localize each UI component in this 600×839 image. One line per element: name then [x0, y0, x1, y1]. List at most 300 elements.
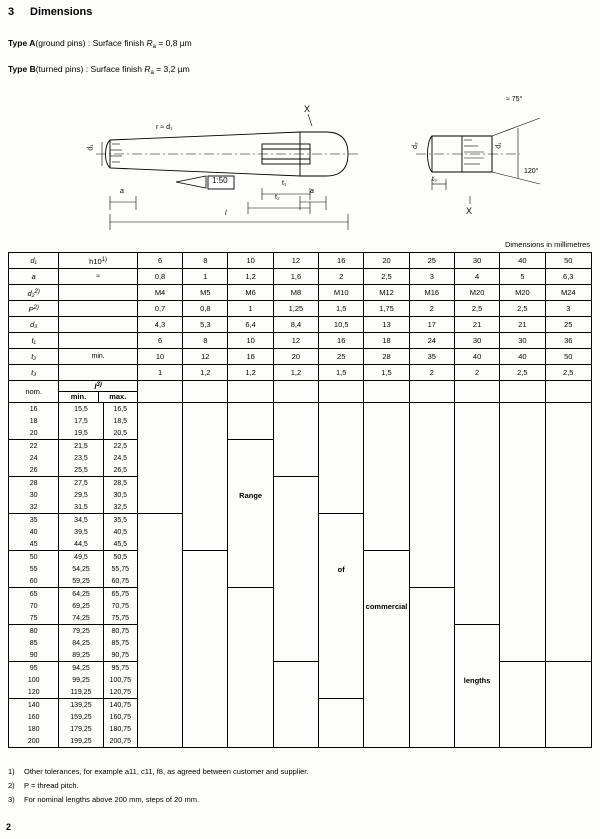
range-cell: [454, 662, 499, 675]
length-min: 64,25: [59, 588, 103, 601]
range-cell: [228, 735, 273, 748]
length-nom: 16: [9, 403, 59, 416]
length-min: 79,25: [59, 625, 103, 638]
range-cell: [454, 600, 499, 612]
range-cell: [228, 551, 273, 564]
header-d1: d₁: [9, 253, 59, 269]
range-cell: [364, 452, 409, 464]
range-cell: [545, 575, 591, 588]
cell-2-6: 2: [409, 301, 454, 317]
range-cell: [500, 649, 545, 662]
cell-1-6: M16: [409, 285, 454, 301]
range-cell: [137, 600, 182, 612]
header-size-0: 6: [137, 253, 182, 269]
range-cell: [228, 612, 273, 625]
cell-0-1: 1: [183, 269, 228, 285]
range-cell: [137, 501, 182, 514]
range-cell: [228, 649, 273, 662]
length-min: 199,25: [59, 735, 103, 748]
row-label-6: t₃: [9, 365, 59, 381]
type-b-desc: (turned pins) : Surface finish: [35, 64, 145, 74]
range-cell: [545, 427, 591, 440]
cell-2-8: 2,5: [500, 301, 545, 317]
cell-0-4: 2: [319, 269, 364, 285]
range-cell: [273, 711, 318, 723]
cell-1-5: M12: [364, 285, 409, 301]
range-cell: [183, 452, 228, 464]
length-min: 99,25: [59, 674, 103, 686]
cell-4-3: 12: [273, 333, 318, 349]
cell-6-7: 2: [454, 365, 499, 381]
length-row: [9, 551, 592, 564]
range-cell: [409, 575, 454, 588]
range-cell: [228, 588, 273, 601]
length-row: [9, 427, 592, 440]
range-cell: [319, 686, 364, 699]
length-min: 15,5: [59, 403, 103, 416]
length-max: 95,75: [103, 662, 137, 675]
range-cell: [545, 637, 591, 649]
cell-2-9: 3: [545, 301, 591, 317]
range-cell: [228, 600, 273, 612]
range-cell: [454, 403, 499, 416]
header-size-9: 50: [545, 253, 591, 269]
range-cell: [183, 637, 228, 649]
range-cell: [273, 723, 318, 735]
header-size-1: 8: [183, 253, 228, 269]
range-cell: [500, 625, 545, 638]
cell-5-6: 35: [409, 349, 454, 365]
range-cell: [319, 464, 364, 477]
range-cell: [137, 427, 182, 440]
cell-5-1: 12: [183, 349, 228, 365]
range-cell: [137, 625, 182, 638]
range-cell: [409, 440, 454, 453]
range-cell: [409, 538, 454, 551]
range-cell: [454, 526, 499, 538]
range-cell: [228, 514, 273, 527]
header-size-4: 16: [319, 253, 364, 269]
range-cell: [228, 464, 273, 477]
range-cell: [183, 427, 228, 440]
range-cell: [183, 477, 228, 490]
cell-0-2: 1,2: [228, 269, 273, 285]
table-row: [9, 365, 592, 381]
range-cell: [409, 464, 454, 477]
range-cell: [454, 464, 499, 477]
range-cell: [273, 686, 318, 699]
length-min: 49,5: [59, 551, 103, 564]
range-cell: [137, 723, 182, 735]
range-cell: [183, 501, 228, 514]
type-b-value: = 3,2 µm: [153, 64, 190, 74]
length-max: 85,75: [103, 637, 137, 649]
type-a-symbol: R: [146, 38, 153, 48]
type-b-line: [8, 64, 190, 76]
range-cell: [545, 563, 591, 575]
length-nom: 95: [9, 662, 59, 675]
range-cell: [183, 649, 228, 662]
range-cell: [273, 501, 318, 514]
length-nom: 90: [9, 649, 59, 662]
length-nom: 65: [9, 588, 59, 601]
range-cell: [183, 551, 228, 564]
type-b-label: Type B: [8, 64, 36, 74]
range-cell: [273, 674, 318, 686]
range-cell: [364, 711, 409, 723]
range-cell: [273, 464, 318, 477]
range-cell: [409, 637, 454, 649]
length-row: [9, 649, 592, 662]
range-cell: [454, 489, 499, 501]
range-cell: [228, 674, 273, 686]
cell-1-2: M6: [228, 285, 273, 301]
cell-2-0: 0,7: [137, 301, 182, 317]
range-cell: [228, 637, 273, 649]
technical-drawing: [0, 84, 600, 234]
cell-3-2: 6,4: [228, 317, 273, 333]
length-min: 139,25: [59, 699, 103, 712]
range-cell: [273, 600, 318, 612]
length-row: [9, 415, 592, 427]
range-cell: [319, 526, 364, 538]
table-header-row: [9, 253, 592, 269]
type-a-symbol-sub: a: [152, 44, 156, 50]
range-cell: [454, 637, 499, 649]
footnote-2-num: 2): [8, 781, 15, 790]
range-cell: [273, 699, 318, 712]
range-cell: [454, 649, 499, 662]
range-cell: [454, 735, 499, 748]
range-cell: [364, 735, 409, 748]
length-nom: 100: [9, 674, 59, 686]
length-header-blank-0: [137, 381, 182, 403]
range-cell: [137, 649, 182, 662]
range-cell: [228, 563, 273, 575]
length-min: 34,5: [59, 514, 103, 527]
type-b-symbol-sub: a: [150, 70, 154, 76]
range-cell: [319, 600, 364, 612]
range-cell: [137, 686, 182, 699]
range-cell: [500, 674, 545, 686]
range-cell: [228, 625, 273, 638]
length-max: 30,5: [103, 489, 137, 501]
type-a-desc: (ground pins) : Surface finish: [35, 38, 147, 48]
cell-1-4: M10: [319, 285, 364, 301]
range-cell: [183, 575, 228, 588]
length-max: 50,5: [103, 551, 137, 564]
range-cell: [137, 612, 182, 625]
length-nom: 30: [9, 489, 59, 501]
length-min: 44,5: [59, 538, 103, 551]
range-cell: [545, 551, 591, 564]
range-cell: [183, 514, 228, 527]
range-cell: [319, 649, 364, 662]
range-cell: [273, 538, 318, 551]
range-cell: [364, 538, 409, 551]
range-cell: [500, 588, 545, 601]
angle-75-label: ≈ 75°: [506, 96, 523, 103]
length-header-blank-5: [364, 381, 409, 403]
range-cell: [500, 464, 545, 477]
range-cell: [183, 526, 228, 538]
range-cell: [183, 440, 228, 453]
cell-1-7: M20: [454, 285, 499, 301]
length-min: 94,25: [59, 662, 103, 675]
length-row: [9, 625, 592, 638]
range-cell: [364, 637, 409, 649]
range-cell: [545, 588, 591, 601]
length-max: 160,75: [103, 711, 137, 723]
cell-4-0: 6: [137, 333, 182, 349]
length-row: [9, 735, 592, 748]
header-size-3: 12: [273, 253, 318, 269]
range-cell: [319, 674, 364, 686]
table-row: [9, 269, 592, 285]
cell-0-7: 4: [454, 269, 499, 285]
range-cell: [454, 501, 499, 514]
range-cell: [364, 526, 409, 538]
range-cell: [454, 452, 499, 464]
range-cell: [364, 415, 409, 427]
length-max: 90,75: [103, 649, 137, 662]
range-cell: [545, 415, 591, 427]
range-cell: [183, 415, 228, 427]
range-cell: [319, 735, 364, 748]
t3-label: t₃: [432, 176, 437, 183]
range-cell: [545, 686, 591, 699]
length-max: 45,5: [103, 538, 137, 551]
length-max: 80,75: [103, 625, 137, 638]
range-cell: [137, 674, 182, 686]
length-min: 119,25: [59, 686, 103, 699]
type-a-value: = 0,8 µm: [155, 38, 192, 48]
range-cell: [228, 699, 273, 712]
length-nom: 200: [9, 735, 59, 748]
range-cell: [500, 440, 545, 453]
range-cell: [137, 489, 182, 501]
table-row: [9, 333, 592, 349]
range-cell: [273, 612, 318, 625]
range-cell: [319, 711, 364, 723]
range-cell: [319, 612, 364, 625]
header-tolerance: h10$^{1)}$: [59, 253, 138, 269]
range-cell: [137, 551, 182, 564]
range-cell: [545, 649, 591, 662]
d2-label: d₂: [411, 142, 419, 149]
range-cell: [319, 501, 364, 514]
range-cell: [500, 612, 545, 625]
row-qualifier-6: [59, 365, 138, 381]
range-cell: [454, 563, 499, 575]
header-size-6: 25: [409, 253, 454, 269]
range-cell: [364, 625, 409, 638]
length-max: 28,5: [103, 477, 137, 490]
length-min: 25,5: [59, 464, 103, 477]
range-cell: commercial: [365, 601, 408, 611]
range-cell: [137, 415, 182, 427]
length-min: 74,25: [59, 612, 103, 625]
length-max: 140,75: [103, 699, 137, 712]
cell-2-7: 2,5: [454, 301, 499, 317]
range-cell: [545, 501, 591, 514]
range-cell: [409, 452, 454, 464]
length-nom: 120: [9, 686, 59, 699]
cell-3-8: 21: [500, 317, 545, 333]
range-cell: [137, 464, 182, 477]
range-cell: [319, 575, 364, 588]
cell-1-0: M4: [137, 285, 182, 301]
length-min: 84,25: [59, 637, 103, 649]
length-nom: 85: [9, 637, 59, 649]
cell-0-5: 2,5: [364, 269, 409, 285]
range-cell: of: [319, 563, 364, 575]
range-cell: [545, 723, 591, 735]
cell-6-4: 1,5: [319, 365, 364, 381]
range-cell: [183, 686, 228, 699]
range-cell: [364, 464, 409, 477]
range-cell: [183, 489, 228, 501]
l-label: l: [225, 210, 227, 217]
length-min: 19,5: [59, 427, 103, 440]
length-nom: 45: [9, 538, 59, 551]
range-cell: [500, 403, 545, 416]
range-cell: Range: [228, 489, 273, 501]
length-nom: 20: [9, 427, 59, 440]
range-cell: [500, 723, 545, 735]
length-max: 120,75: [103, 686, 137, 699]
range-cell: [319, 699, 364, 712]
range-cell: [273, 588, 318, 601]
row-qualifier-5: min.: [59, 349, 138, 365]
range-cell: [545, 526, 591, 538]
length-nom: 55: [9, 563, 59, 575]
cell-2-4: 1,5: [319, 301, 364, 317]
range-cell: [137, 699, 182, 712]
cell-0-9: 6,3: [545, 269, 591, 285]
range-cell: [273, 735, 318, 748]
length-row: [9, 403, 592, 416]
footnote-1: [8, 765, 308, 778]
range-cell: [454, 699, 499, 712]
range-cell: [273, 551, 318, 564]
footnote-2: [8, 779, 308, 792]
length-header-row: [9, 381, 592, 403]
length-min: 39,5: [59, 526, 103, 538]
cell-4-7: 30: [454, 333, 499, 349]
range-cell: [545, 514, 591, 527]
range-cell: [137, 477, 182, 490]
length-max: 16,5: [103, 403, 137, 416]
range-cell: [137, 662, 182, 675]
range-cell: [183, 464, 228, 477]
section-number: 3: [8, 6, 15, 18]
d1-label: d₁: [87, 144, 95, 151]
row-label-2: $P^{2)}$: [9, 301, 59, 317]
range-cell: [500, 563, 545, 575]
range-cell: [500, 477, 545, 490]
length-row: [9, 674, 592, 686]
section-heading: [8, 6, 92, 18]
range-cell: [500, 551, 545, 564]
range-cell: [500, 501, 545, 514]
range-cell: [137, 563, 182, 575]
page-number: 2: [6, 822, 12, 832]
range-cell: [228, 501, 273, 514]
range-cell: [454, 625, 499, 638]
length-nom: 28: [9, 477, 59, 490]
cell-4-4: 16: [319, 333, 364, 349]
range-cell: [454, 440, 499, 453]
cell-5-8: 40: [500, 349, 545, 365]
cell-3-5: 13: [364, 317, 409, 333]
range-cell: [545, 464, 591, 477]
cell-6-6: 2: [409, 365, 454, 381]
table-row: [9, 349, 592, 365]
range-cell: [364, 440, 409, 453]
length-min: 59,25: [59, 575, 103, 588]
range-cell: [409, 649, 454, 662]
cell-5-4: 25: [319, 349, 364, 365]
length-row: [9, 637, 592, 649]
length-row: [9, 600, 592, 612]
length-row: [9, 514, 592, 527]
range-cell: [319, 588, 364, 601]
range-cell: [319, 551, 364, 564]
range-cell: [228, 477, 273, 490]
range-cell: [137, 452, 182, 464]
cell-1-8: M20: [500, 285, 545, 301]
range-cell: [228, 686, 273, 699]
cell-6-1: 1,2: [183, 365, 228, 381]
length-nom: 40: [9, 526, 59, 538]
a-left-label: a: [120, 188, 124, 195]
range-cell: [364, 575, 409, 588]
length-header-blank-1: [183, 381, 228, 403]
cell-6-8: 2,5: [500, 365, 545, 381]
range-cell: [409, 403, 454, 416]
length-row: [9, 489, 592, 501]
length-header-blank-2: [228, 381, 273, 403]
range-cell: [183, 612, 228, 625]
range-cell: [273, 625, 318, 638]
range-cell: [364, 649, 409, 662]
cell-2-5: 1,75: [364, 301, 409, 317]
length-row: [9, 563, 592, 575]
range-cell: [409, 427, 454, 440]
range-cell: [273, 563, 318, 575]
range-cell: [500, 699, 545, 712]
detail-x-bottom-label: X: [466, 206, 473, 216]
range-cell: [454, 551, 499, 564]
cell-3-6: 17: [409, 317, 454, 333]
row-qualifier-3: [59, 317, 138, 333]
range-cell: [500, 686, 545, 699]
length-row: [9, 686, 592, 699]
range-cell: [228, 723, 273, 735]
length-row: [9, 440, 592, 453]
range-cell: [545, 440, 591, 453]
range-cell: [319, 625, 364, 638]
cell-4-9: 36: [545, 333, 591, 349]
row-label-3: d₃: [9, 317, 59, 333]
range-cell: [183, 674, 228, 686]
range-cell: [409, 735, 454, 748]
range-cell: [273, 575, 318, 588]
range-cell: [500, 735, 545, 748]
range-cell: [409, 600, 454, 612]
cell-3-4: 10,5: [319, 317, 364, 333]
